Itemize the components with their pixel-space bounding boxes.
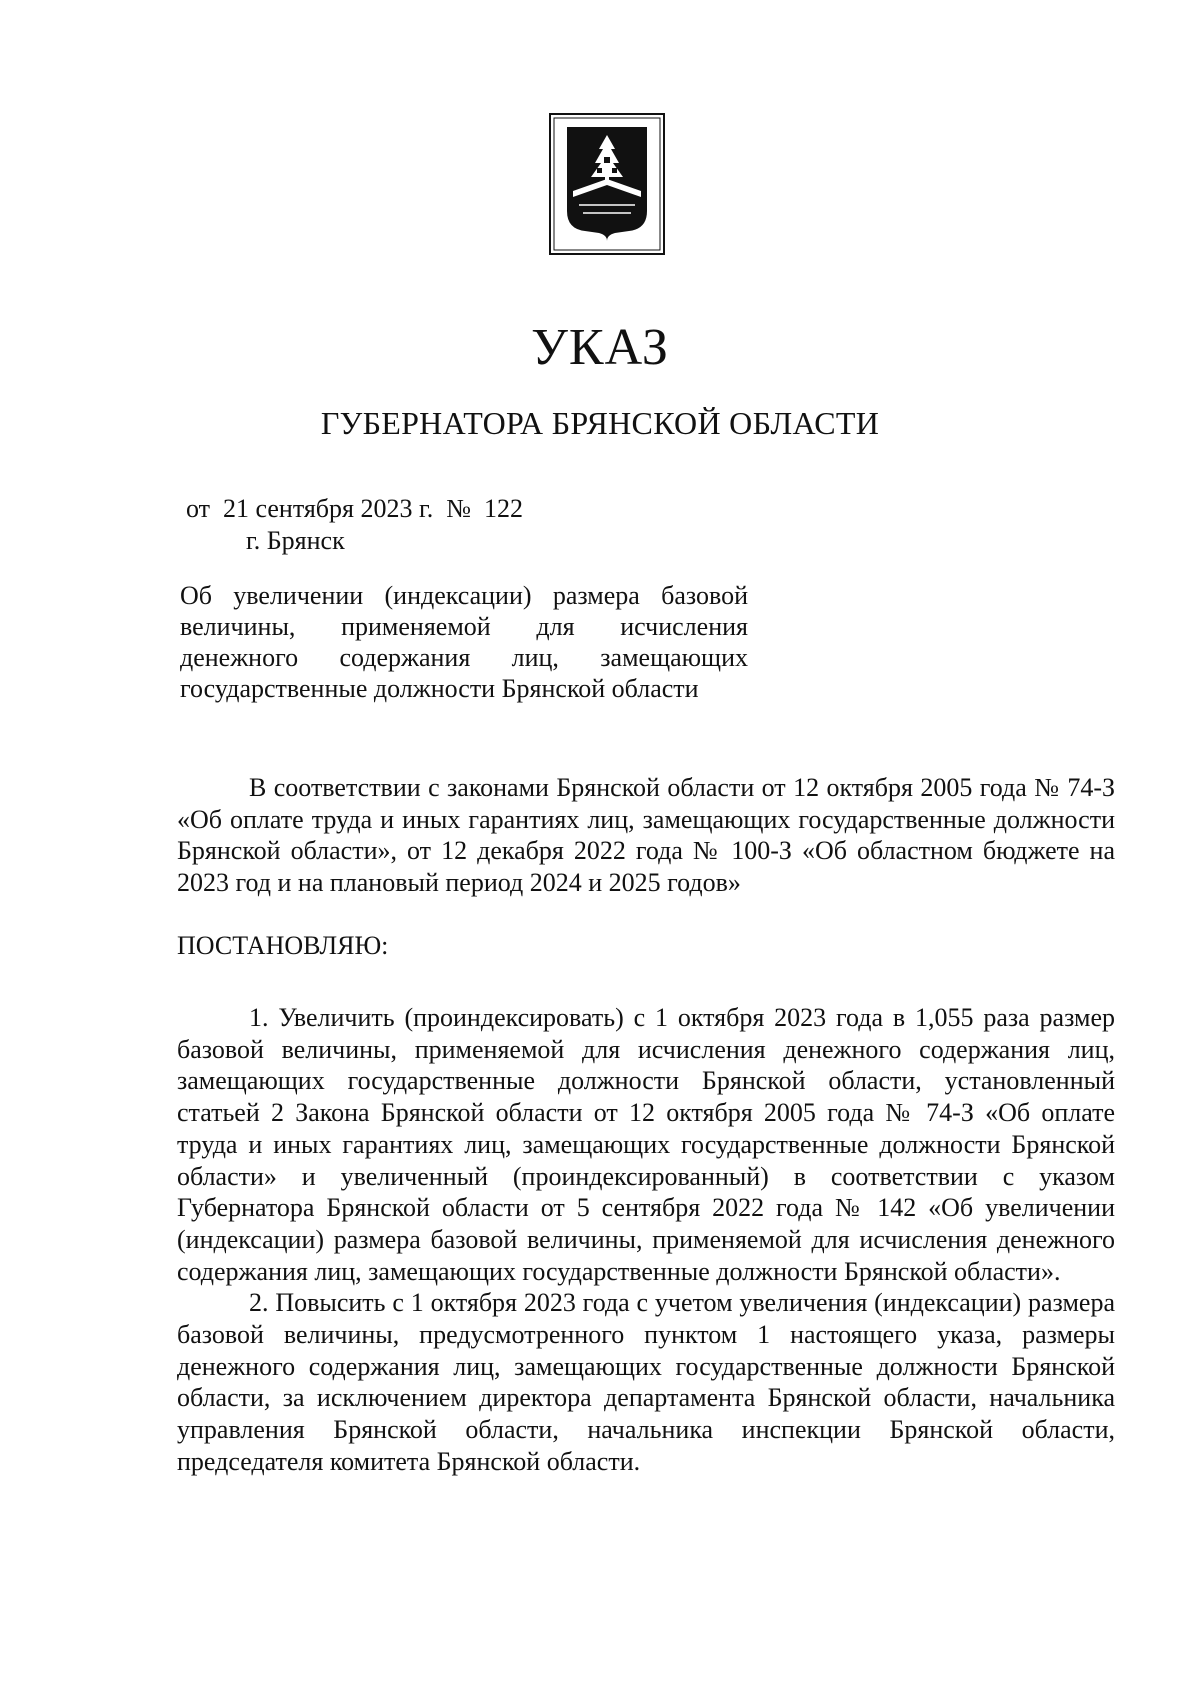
preamble-text: В соответствии с законами Брянской области от 12 октября 2005 года № 74-З «Об оплате труда и иных гарантиях лиц, замещающих государственные должности Брянской области», от 12 декабря 2022 года № 100-З «Об областном бюджете на 2023 год и на плановый период 2024 и 2025 годов»: [177, 773, 1115, 898]
city: г. Брянск: [246, 526, 345, 555]
document-heading: Об увеличении (индексации) размера базовой величины, применяемой для исчисления денежного содержания лиц, замещающих государственные должности Брянской области: [180, 581, 748, 703]
decree-items: [177, 1002, 1115, 1478]
document-title: УКАЗ: [531, 319, 669, 376]
preamble: [177, 772, 1115, 899]
date-and-number: от 21 сентября 2023 г. № 122: [186, 494, 524, 523]
document-subtitle: ГУБЕРНАТОРА БРЯНСКОЙ ОБЛАСТИ: [320, 405, 880, 441]
decree-item: 1. Увеличить (проиндексировать) с 1 октября 2023 года в 1,055 раза размер базовой величины, применяемой для исчисления денежного содержания лиц, замещающих государственные должности Брянской области, установленный статьей 2 Закона Брянской области от 12 октября 2005 года № 74-З «Об оплате труда и иных гарантиях лиц, замещающих государственные должности Брянской области» и увеличенный (проиндексированный) в соответствии с указом Губернатора Брянской области от 5 сентября 2022 года № 142 «Об увеличении (индексации) размера базовой величины, применяемой для исчисления денежного содержания лиц, замещающих государственные должности Брянской области».: [177, 1003, 1115, 1286]
decree-item: 2. Повысить с 1 октября 2023 года с учетом увеличения (индексации) размера базовой величины, предусмотренного пунктом 1 настоящего указа, размеры денежного содержания лиц, замещающих государственные должности Брянской области, за исключением директора департамента Брянской области, начальника управления Брянской области, начальника инспекции Брянской области, председателя комитета Брянской области.: [177, 1288, 1115, 1476]
decree-word: ПОСТАНОВЛЯЮ:: [177, 931, 389, 960]
coat-of-arms-icon: [549, 113, 665, 255]
